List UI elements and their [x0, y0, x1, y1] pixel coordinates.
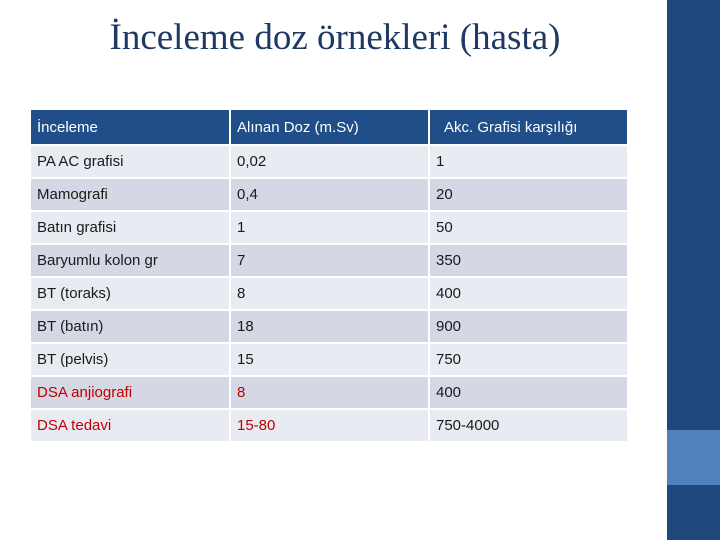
cell-exam: DSA tedavi: [30, 409, 230, 442]
table-row: [30, 376, 628, 409]
header-equivalent: Akc. Grafisi karşılığı: [429, 109, 628, 145]
side-block-accent: [667, 430, 720, 485]
cell-dose: 15-80: [230, 409, 429, 442]
table-row: [30, 244, 628, 277]
header-dose: Alınan Doz (m.Sv): [230, 109, 429, 145]
table-row: [30, 343, 628, 376]
cell-dose: 8: [230, 376, 429, 409]
cell-equivalent: 750-4000: [429, 409, 628, 442]
cell-equivalent: 400: [429, 277, 628, 310]
cell-equivalent: 50: [429, 211, 628, 244]
cell-dose: 1: [230, 211, 429, 244]
dose-table: [29, 108, 629, 443]
table-header-row: [30, 109, 628, 145]
cell-equivalent: 1: [429, 145, 628, 178]
cell-exam: BT (pelvis): [30, 343, 230, 376]
table-row: [30, 409, 628, 442]
cell-dose: 0,4: [230, 178, 429, 211]
cell-exam: BT (batın): [30, 310, 230, 343]
cell-exam: Baryumlu kolon gr: [30, 244, 230, 277]
table-row: [30, 310, 628, 343]
cell-dose: 0,02: [230, 145, 429, 178]
cell-equivalent: 400: [429, 376, 628, 409]
table-row: [30, 277, 628, 310]
cell-exam: BT (toraks): [30, 277, 230, 310]
cell-dose: 8: [230, 277, 429, 310]
cell-dose: 15: [230, 343, 429, 376]
cell-exam: PA AC grafisi: [30, 145, 230, 178]
cell-exam: Mamografi: [30, 178, 230, 211]
cell-equivalent: 750: [429, 343, 628, 376]
table-body: [30, 145, 628, 442]
cell-equivalent: 20: [429, 178, 628, 211]
slide-title: İnceleme doz örnekleri (hasta): [109, 17, 561, 58]
table-row: [30, 211, 628, 244]
cell-dose: 7: [230, 244, 429, 277]
cell-exam: DSA anjiografi: [30, 376, 230, 409]
side-block-top: [667, 0, 720, 430]
cell-dose: 18: [230, 310, 429, 343]
side-divider: [655, 0, 665, 540]
header-exam: İnceleme: [30, 109, 230, 145]
side-block-bottom: [667, 485, 720, 540]
table-row: [30, 178, 628, 211]
side-decoration: [667, 0, 720, 540]
table-row: [30, 145, 628, 178]
cell-equivalent: 900: [429, 310, 628, 343]
cell-exam: Batın grafisi: [30, 211, 230, 244]
cell-equivalent: 350: [429, 244, 628, 277]
